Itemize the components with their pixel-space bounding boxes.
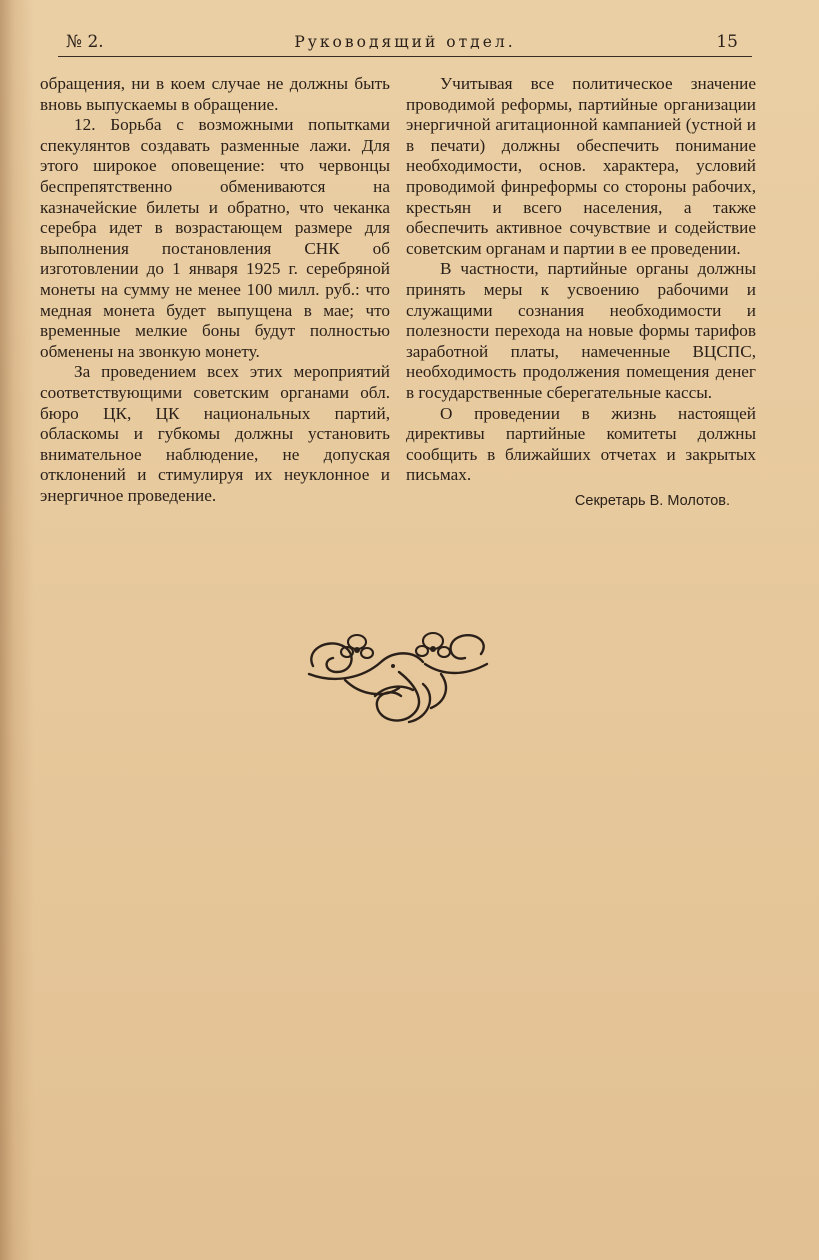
right-column — [406, 74, 756, 511]
paragraph: 12. Борьба с возможными попытками спекулянтов создавать разменные лажи. Для этого широкое оповещение: что червонцы беспрепятственно обмениваются на казначейские билеты и обратно, что чеканка серебра идет в возрастающем размере для выполнения постановления СНК об изготовлении до 1 января 1925 г. серебряной монеты на сумму не менее 100 милл. руб.: что медная монета будет выпущена в мае; что временные мелкие боны будут полностью обменены на звонкую монету. — [40, 115, 390, 361]
paragraph: обращения, ни в коем случае не должны быть вновь выпускаемы в обращение. — [40, 74, 390, 114]
paragraph: О проведении в жизнь настоящей директивы партийные комитеты должны сообщить в ближайших отчетах и закрытых письмах. — [406, 403, 756, 485]
paragraph: В частности, партийные органы должны принять меры к усвоению рабочими и служащими сознания необходимости и полезности перехода на новые формы тарифов заработной платы, намеченные ВЦСПС, необходимость продолжения помещения денег в государственные сберегательные кассы. — [406, 259, 756, 402]
floral-ornament-icon — [305, 626, 491, 726]
page-number: 15 — [716, 32, 738, 52]
signature: Секретарь В. Молотов. — [574, 492, 730, 509]
paragraph: За проведением всех этих мероприятий соответствующими советским органами обл. бюро ЦК, ЦК национальных партий, обласкомы и губкомы должны установить внимательное наблюдение, не допуская отклонений и стимулируя их неуклонное и энергичное проведение. — [40, 362, 390, 505]
issue-number: № 2. — [66, 32, 104, 52]
paragraph: Учитывая все политическое значение проводимой реформы, партийные организации энергичной агитационной кампанией (устной и в печати) должны обеспечить понимание необходимости, основ. характера, условий проводимой финреформы со стороны рабочих, крестьян и всего населения, а также обеспечить активное сочувствие и содействие советским органам и партии в ее проведении. — [406, 74, 756, 258]
left-column — [40, 74, 390, 506]
page-header — [58, 30, 752, 57]
section-title: Руководящий отдел. — [294, 33, 516, 51]
